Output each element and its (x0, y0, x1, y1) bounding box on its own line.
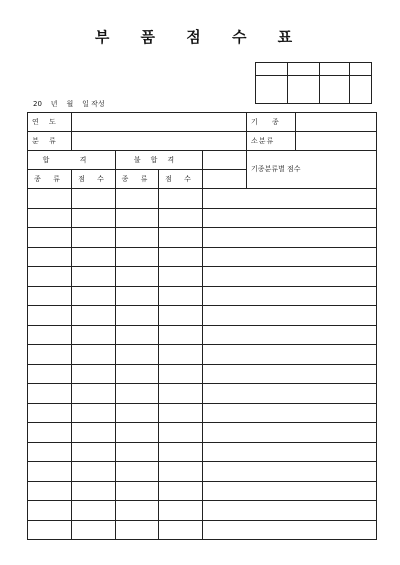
model-class-score-cell[interactable] (203, 501, 377, 521)
fail-type-cell[interactable] (116, 228, 159, 248)
fail-type-cell[interactable] (116, 286, 159, 306)
fail-score-cell[interactable] (159, 189, 203, 209)
pass-type-cell[interactable] (28, 403, 72, 423)
model-class-score-cell[interactable] (203, 481, 377, 501)
fail-score-cell[interactable] (159, 501, 203, 521)
fail-score-cell[interactable] (159, 423, 203, 443)
model-class-score-cell[interactable] (203, 345, 377, 365)
pass-score-header: 점 수 (72, 170, 116, 189)
table-row (28, 208, 377, 228)
fail-score-cell[interactable] (159, 325, 203, 345)
pass-score-cell[interactable] (72, 501, 116, 521)
model-class-score-cell[interactable] (203, 208, 377, 228)
fail-type-cell[interactable] (116, 189, 159, 209)
model-class-score-cell[interactable] (203, 384, 377, 404)
year-label: 연 도 (28, 113, 72, 132)
pass-type-cell[interactable] (28, 189, 72, 209)
fail-type-cell[interactable] (116, 442, 159, 462)
pass-type-cell[interactable] (28, 228, 72, 248)
pass-score-cell[interactable] (72, 325, 116, 345)
model-class-score-cell[interactable] (203, 325, 377, 345)
fail-score-cell[interactable] (159, 286, 203, 306)
subclass-row (247, 132, 377, 151)
pass-type-cell[interactable] (28, 442, 72, 462)
fail-type-cell[interactable] (116, 208, 159, 228)
table-row (28, 325, 377, 345)
approval-signature-box (255, 62, 372, 104)
table-row (28, 228, 377, 248)
model-class-score-cell[interactable] (203, 306, 377, 326)
pass-type-cell[interactable] (28, 481, 72, 501)
pass-type-cell[interactable] (28, 423, 72, 443)
pass-score-cell[interactable] (72, 228, 116, 248)
pass-score-cell[interactable] (72, 442, 116, 462)
table-row (28, 189, 377, 209)
table-row (28, 267, 377, 287)
table-row (28, 462, 377, 482)
pass-type-cell[interactable] (28, 364, 72, 384)
page-title: 부 품 점 수 표 (94, 28, 306, 46)
fail-score-cell[interactable] (159, 267, 203, 287)
fail-type-cell[interactable] (116, 403, 159, 423)
pass-type-cell[interactable] (28, 247, 72, 267)
table-row (28, 403, 377, 423)
model-class-score-cell[interactable] (203, 442, 377, 462)
pass-score-cell[interactable] (72, 481, 116, 501)
classification-field[interactable] (72, 132, 247, 151)
pass-score-cell[interactable] (72, 189, 116, 209)
pass-score-cell[interactable] (72, 384, 116, 404)
fail-type-cell[interactable] (116, 423, 159, 443)
pass-type-cell[interactable] (28, 325, 72, 345)
pass-score-cell[interactable] (72, 345, 116, 365)
fail-type-cell[interactable] (116, 306, 159, 326)
fail-type-cell[interactable] (116, 462, 159, 482)
approval-header-cell-3[interactable] (320, 63, 350, 76)
pass-type-cell[interactable] (28, 208, 72, 228)
fail-type-cell[interactable] (116, 325, 159, 345)
pass-score-cell[interactable] (72, 306, 116, 326)
fail-score-cell[interactable] (159, 403, 203, 423)
pass-score-cell[interactable] (72, 520, 116, 540)
fail-type-cell[interactable] (116, 501, 159, 521)
fail-score-cell[interactable] (159, 247, 203, 267)
table-row (28, 247, 377, 267)
fail-score-cell[interactable] (159, 306, 203, 326)
model-class-score-cell[interactable] (203, 423, 377, 443)
fail-type-cell[interactable] (116, 345, 159, 365)
fail-type-cell[interactable] (116, 247, 159, 267)
fail-type-cell[interactable] (116, 520, 159, 540)
fail-score-cell[interactable] (159, 364, 203, 384)
pass-type-cell[interactable] (28, 306, 72, 326)
pass-type-cell[interactable] (28, 520, 72, 540)
fail-score-cell[interactable] (159, 442, 203, 462)
fail-type-cell[interactable] (116, 384, 159, 404)
fail-score-header: 점 수 (159, 170, 203, 189)
fail-header-spacer (203, 151, 247, 170)
pass-score-cell[interactable] (72, 286, 116, 306)
pass-score-cell[interactable] (72, 403, 116, 423)
parts-score-table (27, 112, 377, 540)
fail-score-cell[interactable] (159, 345, 203, 365)
model-field[interactable] (296, 113, 376, 131)
pass-score-cell[interactable] (72, 364, 116, 384)
table-row (28, 364, 377, 384)
approval-sign-cell-3[interactable] (320, 76, 350, 104)
pass-type-header: 종 류 (28, 170, 72, 189)
subclass-label: 소분류 (247, 132, 296, 150)
fail-type-header: 종 류 (116, 170, 159, 189)
pass-score-cell[interactable] (72, 247, 116, 267)
fail-type-cell[interactable] (116, 481, 159, 501)
table-row (28, 520, 377, 540)
table-row (28, 384, 377, 404)
approval-sign-cell-4[interactable] (350, 76, 372, 104)
pass-type-cell[interactable] (28, 462, 72, 482)
model-row (247, 113, 377, 132)
fail-score-cell[interactable] (159, 462, 203, 482)
year-field[interactable] (72, 113, 247, 132)
fail-score-cell[interactable] (159, 481, 203, 501)
model-class-score-cell[interactable] (203, 247, 377, 267)
model-class-score-cell[interactable] (203, 267, 377, 287)
pass-score-cell[interactable] (72, 423, 116, 443)
pass-type-cell[interactable] (28, 384, 72, 404)
model-class-score-cell[interactable] (203, 228, 377, 248)
approval-sign-cell-1[interactable] (256, 76, 288, 104)
pass-header: 합 격 (28, 151, 116, 170)
table-row (28, 306, 377, 326)
model-class-score-cell[interactable] (203, 286, 377, 306)
fail-score-cell[interactable] (159, 384, 203, 404)
fail-type-cell[interactable] (116, 267, 159, 287)
pass-type-cell[interactable] (28, 501, 72, 521)
date-line: 20 년 월 일 작성 (33, 100, 105, 108)
table-row (28, 481, 377, 501)
subclass-field[interactable] (296, 132, 376, 150)
fail-type-cell[interactable] (116, 364, 159, 384)
table-row (28, 442, 377, 462)
pass-score-cell[interactable] (72, 208, 116, 228)
approval-header-cell-1[interactable] (256, 63, 288, 76)
pass-score-cell[interactable] (72, 267, 116, 287)
approval-header-cell-2[interactable] (288, 63, 320, 76)
pass-type-cell[interactable] (28, 286, 72, 306)
table-row (28, 345, 377, 365)
pass-score-cell[interactable] (72, 462, 116, 482)
model-class-score-header: 기종분류별 점수 (247, 151, 377, 189)
fail-header: 불합격 (116, 151, 203, 170)
classification-label: 분 류 (28, 132, 72, 151)
fail-score-cell[interactable] (159, 208, 203, 228)
table-row (28, 423, 377, 443)
table-row (28, 501, 377, 521)
model-class-score-cell[interactable] (203, 364, 377, 384)
model-class-score-cell[interactable] (203, 520, 377, 540)
model-class-score-cell[interactable] (203, 189, 377, 209)
pass-type-cell[interactable] (28, 267, 72, 287)
fail-score-cell[interactable] (159, 228, 203, 248)
fail-score-cell[interactable] (159, 520, 203, 540)
pass-type-cell[interactable] (28, 345, 72, 365)
model-class-score-cell[interactable] (203, 403, 377, 423)
fail-score-spacer (203, 170, 247, 189)
model-label: 기 종 (247, 113, 296, 131)
approval-sign-cell-2[interactable] (288, 76, 320, 104)
model-class-score-cell[interactable] (203, 462, 377, 482)
approval-header-cell-4[interactable] (350, 63, 372, 76)
table-row (28, 286, 377, 306)
